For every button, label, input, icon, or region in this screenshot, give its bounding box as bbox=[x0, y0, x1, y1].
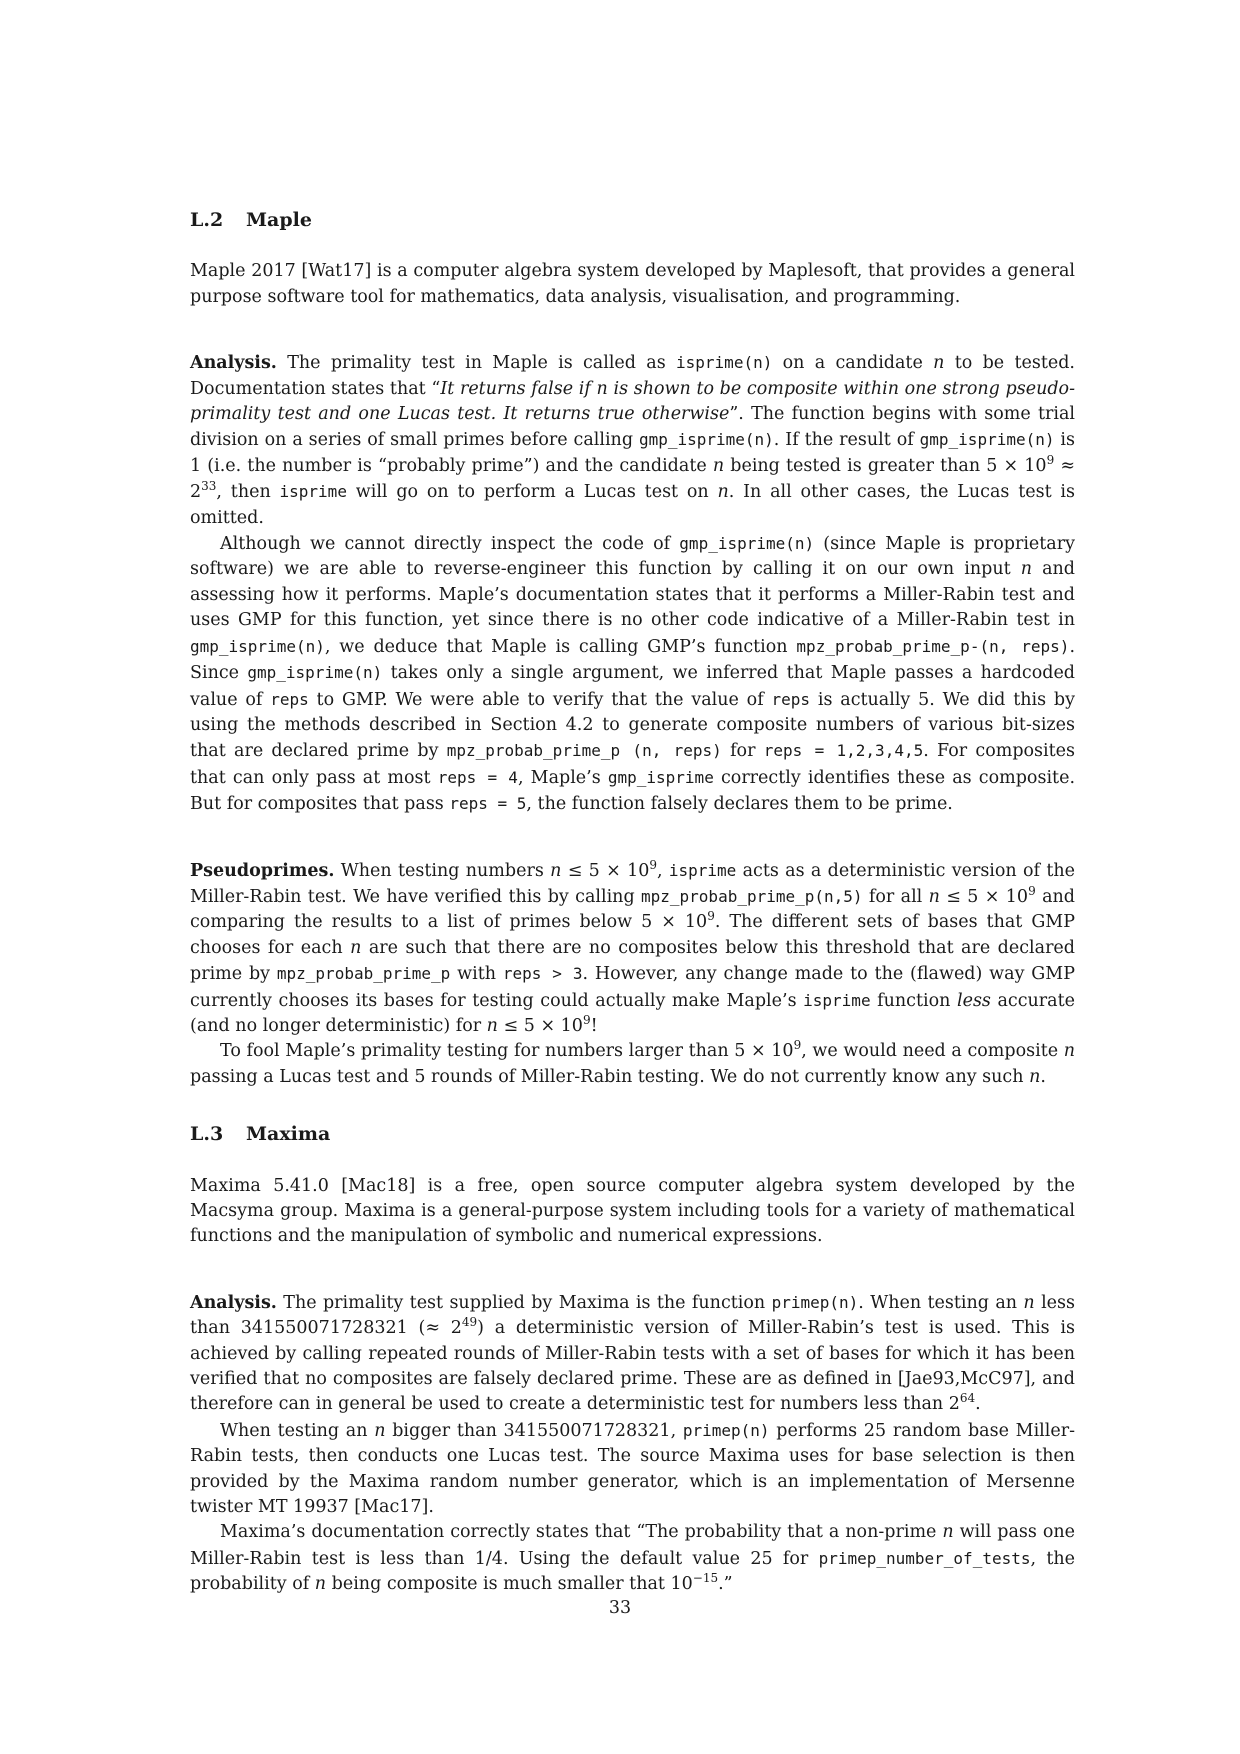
code-span: reps bbox=[771, 689, 811, 709]
code-span: gmp_isprime(n) bbox=[190, 636, 325, 656]
superscript: 49 bbox=[461, 1315, 478, 1330]
code-span: isprime(n) bbox=[676, 353, 773, 373]
code-span: primep(n) bbox=[771, 1292, 859, 1312]
body-paragraph: Maxima’s documentation correctly states that “The probability that a non-prime n will pass one Miller-Rabin test is less than 1/4. Using the default value 25 for primep_number_of_tests, the probability of n being composite is much smaller that $10^{-15}$.” bbox=[190, 1522, 1076, 1595]
superscript: 9 bbox=[707, 909, 715, 924]
body-paragraph: When testing an n bigger than 341550071728321, primep(n) performs 25 random base Miller-Rabin tests, then conducts one Lucas test. The source Maxima uses for base selection is then provided by the Maxima random number generator, which is an implementation of Mersenne twister MT 19937 [Mac17]. bbox=[190, 1420, 1075, 1518]
superscript: 64 bbox=[959, 1391, 976, 1406]
body-paragraph: Although we cannot directly inspect the code of gmp_isprime(n) (since Maple is proprietary software) we are able to reverse-engineer this function by calling it on our own input n and assessing how it performs. Maple’s documentation states that it performs a Miller-Rabin test and uses GMP for this function, yet since there is no other code indicative of a Miller-Rabin test in gmp_isprime(n), we deduce that Maple is calling GMP’s function mpz_probab_prime_p-(n, reps). Since gmp_isprime(n) takes only a single argument, we inferred that Maple passes a hardcoded value of reps to GMP. We were able to verify that the value of reps is actually 5. We did this by using the methods described in Section 4.2 to generate composite numbers of various bit-sizes that are declared prime by mpz_probab_prime_p (n, reps) for reps = 1,2,3,4,5. For composites that can only pass at most reps = 4, Maple’s gmp_isprime correctly identifies these as composite. But for composites that pass reps = 5, the function falsely declares them to be prime. bbox=[190, 534, 1076, 815]
superscript: 9 bbox=[793, 1038, 802, 1053]
math-var: n bbox=[717, 482, 729, 503]
code-span: gmp_isprime(n) bbox=[919, 430, 1055, 450]
math-var: n bbox=[933, 353, 945, 374]
code-span: isprime bbox=[803, 990, 871, 1010]
superscript: 33 bbox=[201, 479, 217, 494]
intro-paragraph: Maple 2017 [Wat17] is a computer algebra system developed by Maplesoft, that provides a general purpose software tool for mathematics, data analysis, visualisation, and programming. bbox=[190, 261, 1075, 307]
math-var: n bbox=[350, 937, 362, 958]
code-span: primep(n) bbox=[682, 1420, 770, 1440]
section-title: Maxima bbox=[246, 1123, 331, 1146]
math-var: n bbox=[1020, 559, 1032, 580]
section-number: L.2 bbox=[190, 209, 224, 231]
code-span: mpz_probab_prime_p(n,5) bbox=[641, 886, 863, 906]
math-var: n bbox=[1063, 1041, 1075, 1062]
code-span: isprime bbox=[279, 482, 347, 502]
code-span: reps = 4 bbox=[437, 767, 518, 787]
pseudoprimes-paragraph: Pseudoprimes. When testing numbers $n \le 5 \times 10^9$, isprime acts as a deterministic version of the Miller-Rabin test. We have verified this by calling mpz_probab_prime_p(n,5) for all $n \le 5 \times 10^9$ and comparing the results to a list of primes below $5 \times 10^9$. The different sets of bases that GMP chooses for each n are such that there are no composites below this threshold that are declared prime by mpz_probab_prime_p with reps > 3. However, any change made to the (flawed) way GMP currently chooses its bases for testing could actually make Maple’s isprime function less accurate (and no longer deterministic) for $n \le 5 \times 10^9$! bbox=[190, 857, 1075, 1036]
section-title: Maple bbox=[246, 209, 312, 231]
code-span: gmp_isprime(n) bbox=[247, 663, 383, 683]
page-number: 33 bbox=[608, 1598, 632, 1618]
math-var: n bbox=[712, 455, 725, 476]
code-span: isprime bbox=[668, 860, 737, 880]
code-span: gmp_isprime bbox=[607, 767, 714, 787]
intro-paragraph: Maxima 5.41.0 [Mac18] is a free, open source computer algebra system developed by the Macsyma group. Maxima is a general-purpose system including tools for a variety of mathematical functions and the manipulation of symbolic and numerical expressions. bbox=[190, 1175, 1075, 1247]
emphasis: less bbox=[957, 990, 991, 1011]
code-span: gmp_isprime(n) bbox=[679, 534, 815, 554]
math-var: n bbox=[928, 886, 940, 907]
code-span: gmp_isprime(n) bbox=[638, 430, 774, 450]
code-span: reps > 3 bbox=[502, 964, 583, 984]
math-var: n bbox=[486, 1015, 498, 1036]
analysis-paragraph: Analysis. The primality test in Maple is called as isprime(n) on a candidate n to be tested. Documentation states that “It returns false if n is shown to be composite within one strong pseudo-primality test and one Lucas test. It returns true otherwise”. The function begins with some trial division on a series of small primes before calling gmp_isprime(n). If the result of gmp_isprime(n) is 1 (i.e. the number is “probably prime”) and the candidate n being tested is greater than $5 \times 10^9 \approx 2^{33}$, then isprime will go on to perform a Lucas test on n. In all other cases, the Lucas test is omitted. bbox=[190, 353, 1076, 528]
code-span: reps = 1,2,3,4,5 bbox=[763, 741, 924, 761]
code-span: primep_number_of_tests bbox=[818, 1548, 1031, 1568]
run-in-heading: Analysis. bbox=[190, 353, 277, 374]
superscript: −15 bbox=[692, 1571, 719, 1586]
math-var: n bbox=[942, 1522, 954, 1543]
section-number: L.3 bbox=[190, 1123, 224, 1146]
superscript: 9 bbox=[1028, 884, 1036, 899]
superscript: 9 bbox=[649, 857, 657, 872]
run-in-heading: Analysis. bbox=[190, 1292, 277, 1313]
code-span: mpz_probab_prime_p bbox=[276, 964, 451, 984]
quote-italic: It returns false if n is shown to be composite within one strong pseudo-primality test and one Lucas test. It returns true otherwise bbox=[190, 378, 1076, 425]
math-var: n bbox=[550, 860, 562, 881]
body-paragraph: To fool Maple’s primality testing for numbers larger than $5 \times 10^9$, we would need a composite n passing a Lucas test and 5 rounds of Miller-Rabin testing. We do not currently know any such n. bbox=[190, 1038, 1075, 1087]
paper-page bbox=[190, 208, 1075, 1598]
section-heading bbox=[190, 208, 1075, 233]
superscript: 9 bbox=[1046, 453, 1055, 468]
math-var: n bbox=[1029, 1066, 1041, 1087]
section-heading bbox=[190, 1122, 1075, 1147]
math-var: n bbox=[374, 1420, 386, 1441]
code-span: mpz_probab_prime_p-(n, reps) bbox=[796, 636, 1070, 656]
code-span: mpz_probab_prime_p (n, reps) bbox=[446, 741, 722, 761]
run-in-heading: Pseudoprimes. bbox=[190, 860, 335, 881]
code-span: reps bbox=[270, 689, 309, 709]
analysis-paragraph: Analysis. The primality test supplied by Maxima is the function primep(n). When testing an n less than 341550071728321 (≈ $2^{49}$) a deterministic version of Miller-Rabin’s test is used. This is achieved by calling repeated rounds of Miller-Rabin tests with a set of bases for which it has been verified that no composites are falsely declared prime. These are as defined in [Jae93,McC97], and therefore can in general be used to create a deterministic test for numbers less than $2^{64}$. bbox=[190, 1292, 1075, 1415]
code-span: reps = 5 bbox=[449, 794, 527, 814]
math-var: n bbox=[1023, 1292, 1035, 1313]
math-var: n bbox=[314, 1574, 327, 1595]
superscript: 9 bbox=[582, 1013, 591, 1028]
